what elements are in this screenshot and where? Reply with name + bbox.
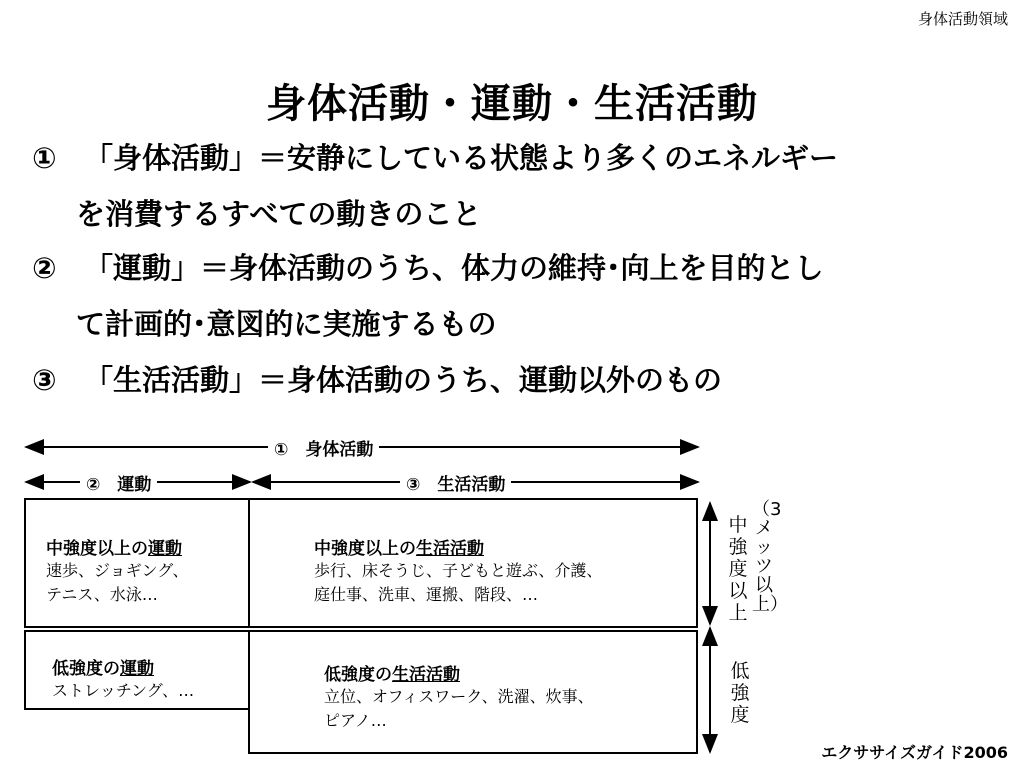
- source-credit: エクササイズガイド2006: [821, 743, 1008, 762]
- mid-intensity-label: 中強度以上: [728, 514, 748, 624]
- box-title: 低強度の生活活動: [324, 665, 460, 685]
- exercise-label: ② 運動: [80, 470, 157, 495]
- box-text: 速歩、ジョギング、: [46, 561, 189, 580]
- box-text: テニス、水泳…: [46, 585, 158, 604]
- box-daily-low: [248, 630, 698, 754]
- box-title: 低強度の運動: [52, 659, 154, 679]
- box-text: 立位、オフィスワーク、洗濯、炊事、: [324, 687, 594, 706]
- box-title: 中強度以上の生活活動: [314, 539, 484, 559]
- definition-text: 「生活活動」＝身体活動のうち、運動以外のもの: [84, 363, 723, 397]
- section-label: 身体活動領域: [917, 10, 1008, 28]
- daily-activity-label: ③ 生活活動: [400, 470, 511, 495]
- box-title: 中強度以上の運動: [46, 539, 182, 559]
- definition-text: 「身体活動」＝安静にしている状態より多くのエネルギー: [84, 141, 839, 175]
- box-daily-mid: [248, 498, 698, 628]
- definition-text: 「運動」＝身体活動のうち、体力の維持･向上を目的とし: [84, 251, 824, 285]
- page-title: 身体活動・運動・生活活動: [266, 81, 758, 127]
- physical-activity-label: ① 身体活動: [268, 435, 379, 460]
- definition-text-cont: を消費するすべての動きのこと: [76, 197, 482, 231]
- box-exercise-mid: [24, 498, 250, 628]
- definition-text-cont: て計画的･意図的に実施するもの: [76, 307, 497, 341]
- box-text: ピアノ…: [324, 711, 387, 730]
- definition-number: ①: [32, 141, 57, 175]
- box-exercise-low: [24, 630, 250, 710]
- definition-number: ②: [32, 251, 57, 285]
- definition-number: ③: [32, 363, 57, 397]
- box-text: 歩行、床そうじ、子どもと遊ぶ、介護、: [314, 561, 603, 580]
- mets-threshold-label: （3メッツ以上）: [752, 499, 788, 615]
- box-text: 庭仕事、洗車、運搬、階段、…: [314, 585, 539, 604]
- box-text: ストレッチング、…: [52, 681, 195, 700]
- low-intensity-label: 低強度: [730, 660, 750, 726]
